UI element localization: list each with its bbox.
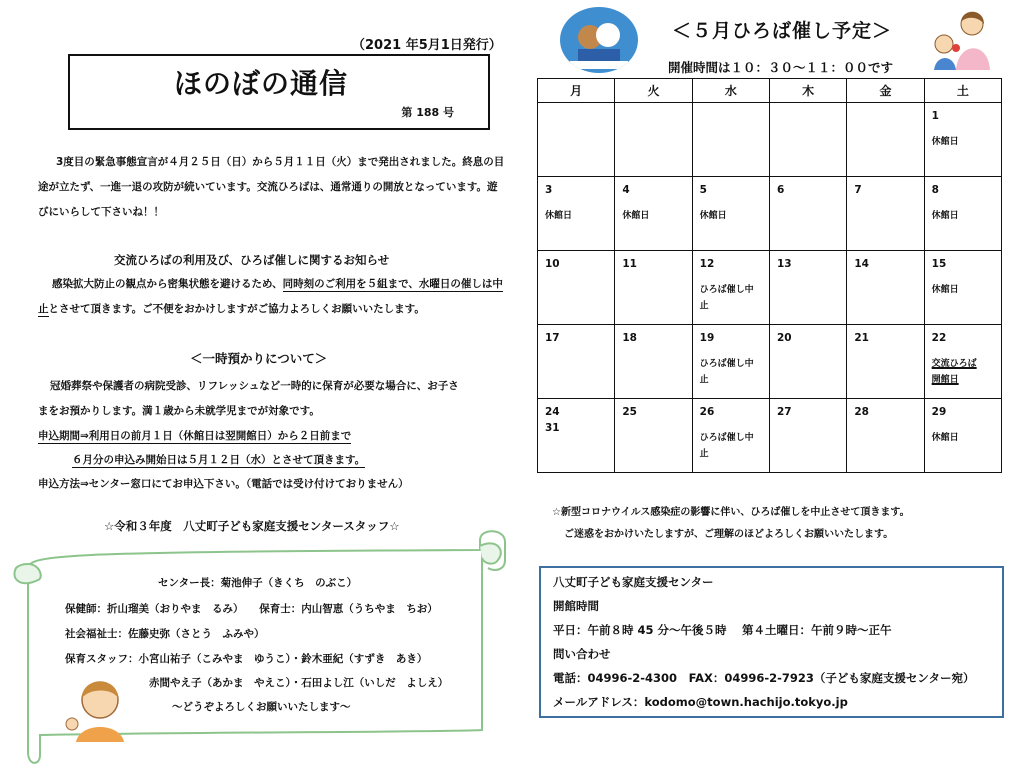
calendar-day-number: 12 <box>699 258 715 270</box>
calendar-day-cell <box>847 399 924 473</box>
calendar-note-line: ひろば催し中止 <box>699 359 754 385</box>
calendar-body <box>538 103 1002 473</box>
calendar-table <box>537 78 1002 473</box>
calendar-day-number: 18 <box>622 332 637 344</box>
calendar-day-number: 25 <box>622 406 637 418</box>
calendar-day-note <box>932 134 994 150</box>
calendar-day-cell <box>924 325 1001 399</box>
notice-heading: 交流ひろばの利用及び、ひろば催しに関するお知らせ <box>114 253 390 267</box>
calendar-week-row <box>538 251 1002 325</box>
calendar-day-note <box>700 430 762 462</box>
calendar-day-cell <box>692 177 769 251</box>
calendar-day-cell <box>924 251 1001 325</box>
covid-notice-line-2: ご迷惑をおかけいたしますが、ご理解のほどよろしくお願いいたします。 <box>564 529 894 540</box>
weekday-header: 水 <box>692 79 769 103</box>
contact-hours: 平日：午前８時 45 分～午後５時 第４土曜日：午前９時～正午 <box>553 623 892 637</box>
calendar-title: ＜５月ひろば催し予定＞ <box>672 20 893 42</box>
notice-paragraph <box>38 272 506 322</box>
calendar-day-cell <box>692 399 769 473</box>
calendar-day-cell <box>847 325 924 399</box>
calendar-week-row <box>538 177 1002 251</box>
staff-director: センター長：菊池伸子（きくち のぶこ） <box>158 577 358 589</box>
calendar-day-note <box>700 356 762 388</box>
calendar-day-number: 26 <box>699 406 715 418</box>
calendar-day-cell <box>615 251 692 325</box>
calendar-day-cell <box>615 399 692 473</box>
issue-number: 第 188 号 <box>401 106 454 119</box>
calendar-note-line: 交流ひろば <box>931 359 977 369</box>
intro-paragraph: 3度目の緊急事態宣言が４月２５日（日）から５月１１日（火）まで発出されました。終息の目途が立たず、一進一退の攻防が続いています。交流ひろばは、通常通りの開放となっています。遊びにいらして下さいね！！ <box>38 156 505 218</box>
staff-woman-illustration <box>66 682 124 743</box>
newsletter-title: ほのぼの通信 <box>174 67 349 100</box>
title-box <box>68 54 490 130</box>
calendar-day-number: 13 <box>776 258 792 270</box>
notice-text-after: とさせて頂きます。ご不便をおかけしますがご協力よろしくお願いいたします。 <box>48 303 425 315</box>
calendar-day-number: 10 <box>545 258 560 270</box>
calendar-day-cell <box>538 177 615 251</box>
calendar-day-note <box>545 208 607 224</box>
calendar-day-number: 17 <box>545 332 560 344</box>
calendar-week-row <box>538 399 1002 473</box>
calendar-hours: 開催時間は１０：３０～１１：００です <box>668 60 894 75</box>
calendar-day-cell <box>538 325 615 399</box>
weekday-header: 土 <box>924 79 1001 103</box>
contact-box <box>539 566 1004 718</box>
weekday-header: 金 <box>847 79 924 103</box>
calendar-day-number: 5 <box>699 184 707 196</box>
staff-childcare-1: 保育スタッフ：小宮山祐子（こみやま ゆうこ）・鈴木亜紀（すずき あき） <box>65 653 428 665</box>
calendar-day-cell <box>847 103 924 177</box>
childcare-period: 申込期間⇒利用日の前月１日（休館日は翌開館日）から２日前まで <box>38 430 352 442</box>
calendar-day-cell <box>769 103 846 177</box>
calendar-week-row <box>538 103 1002 177</box>
calendar-day-number: 1 <box>931 110 939 122</box>
calendar-day-number: 11 <box>622 258 637 270</box>
calendar-day-number: 14 <box>854 258 869 270</box>
calendar-day-cell <box>538 103 615 177</box>
notice-text-underlined: 同時刻のご利用を５組まで、水曜日の催しは中止 <box>38 278 503 315</box>
calendar-day-number: 24 <box>545 406 560 418</box>
calendar-day-cell <box>924 399 1001 473</box>
weekday-header: 月 <box>538 79 615 103</box>
calendar-day-note <box>932 430 994 446</box>
contact-center-name: 八丈町子ども家庭支援センター <box>553 575 714 589</box>
calendar-day-cell <box>615 177 692 251</box>
covid-notice <box>552 502 992 546</box>
issue-date: （2021 年5月1日発行） <box>352 38 502 53</box>
weekday-header: 木 <box>769 79 846 103</box>
calendar-day-number: 21 <box>854 332 869 344</box>
weekday-header: 火 <box>615 79 692 103</box>
staff-childcare-2: 赤間やえ子（あかま やえこ）・石田よし江（いしだ よしえ） <box>149 677 449 689</box>
calendar-week-row <box>538 325 1002 399</box>
calendar-day-number: 8 <box>931 184 939 196</box>
calendar-day-cell <box>847 251 924 325</box>
calendar-day-cell <box>692 103 769 177</box>
calendar-day-number: 31 <box>545 422 560 434</box>
calendar-day-note <box>932 282 994 298</box>
notice-text-before: 感染拡大防止の観点から密集状態を避けるため、 <box>52 278 283 290</box>
calendar-day-number: 27 <box>776 406 792 418</box>
calendar-day-cell <box>847 177 924 251</box>
calendar-day-number: 6 <box>776 184 785 196</box>
contact-email: メールアドレス：kodomo@town.hachijo.tokyo.jp <box>553 695 848 709</box>
calendar-note-line: ひろば催し中止 <box>699 433 754 459</box>
childcare-line-2: まをお預かりします。満１歳から未就学児までが対象です。 <box>38 405 320 417</box>
calendar-day-cell <box>615 325 692 399</box>
mother-child-illustration <box>926 8 992 72</box>
calendar-day-cell <box>538 399 615 473</box>
contact-hours-label: 開館時間 <box>553 599 599 613</box>
calendar-day-cell <box>769 251 846 325</box>
childcare-line-5: 申込方法⇒センター窓口にてお申込下さい。（電話では受け付けておりません） <box>38 478 409 490</box>
staff-social-worker: 社会福祉士：佐藤史弥（さとう ふみや） <box>65 628 265 640</box>
calendar-note-line: ひろば催し中止 <box>699 285 754 311</box>
calendar-header-row <box>538 79 1002 103</box>
calendar-day-cell <box>769 177 846 251</box>
calendar-day-note <box>700 208 762 224</box>
calendar-note-line: 休館日 <box>931 211 959 221</box>
calendar-note-line: 休館日 <box>931 137 959 147</box>
calendar-day-cell <box>769 399 846 473</box>
calendar-day-cell <box>615 103 692 177</box>
calendar-day-cell <box>924 103 1001 177</box>
covid-notice-line-1: ☆新型コロナウイルス感染症の影響に伴い、ひろば催しを中止させて頂きます。 <box>552 507 910 518</box>
calendar-day-number: 15 <box>931 258 947 270</box>
calendar-note-line: 休館日 <box>699 211 727 221</box>
calendar-day-note <box>932 208 994 224</box>
calendar-day-number: 20 <box>776 332 792 344</box>
contact-phone: 電話：04996-2-4300 FAX：04996-2-7923（子ども家庭支援センター宛） <box>553 671 975 685</box>
calendar-day-number: 4 <box>622 184 630 196</box>
calendar-day-cell <box>692 325 769 399</box>
calendar-day-cell <box>538 251 615 325</box>
calendar-note-line: 開館日 <box>931 375 959 385</box>
calendar-day-cell <box>924 177 1001 251</box>
kids-illustration <box>560 7 638 73</box>
childcare-heading: ＜一時預かりについて＞ <box>190 351 328 366</box>
calendar-day-note <box>932 356 994 388</box>
calendar-day-number: 19 <box>699 332 715 344</box>
childcare-line-1: 冠婚葬祭や保護者の病院受診、リフレッシュなど一時的に保育が必要な場合に、お子さ <box>50 380 459 392</box>
calendar-day-cell <box>769 325 846 399</box>
staff-closing: ～どうぞよろしくお願いいたします～ <box>172 701 351 713</box>
staff-heading: ☆令和３年度 八丈町子ども家庭支援センタースタッフ☆ <box>104 519 400 533</box>
staff-nurses: 保健師：折山瑠美（おりやま るみ） 保育士：内山智恵（うちやま ちお） <box>65 603 438 615</box>
childcare-line-4 <box>72 452 365 467</box>
calendar-day-note <box>700 282 762 314</box>
calendar-day-note <box>622 208 684 224</box>
calendar-note-line: 休館日 <box>931 285 959 295</box>
calendar-day-number: 22 <box>931 332 947 344</box>
calendar-day-number: 7 <box>854 184 862 196</box>
contact-inquiry-label: 問い合わせ <box>553 647 611 661</box>
calendar-day-number: 3 <box>545 184 553 196</box>
calendar-day-number: 28 <box>854 406 869 418</box>
calendar-day-number: 29 <box>931 406 947 418</box>
calendar-note-line: 休館日 <box>622 211 650 221</box>
calendar-note-line: 休館日 <box>931 433 959 443</box>
childcare-line-3 <box>38 428 351 443</box>
childcare-june-start: ６月分の申込み開始日は５月１２日（水）とさせて頂きます。 <box>72 454 366 466</box>
calendar-day-cell <box>692 251 769 325</box>
scroll-banner <box>0 520 520 768</box>
calendar-note-line: 休館日 <box>545 211 573 221</box>
